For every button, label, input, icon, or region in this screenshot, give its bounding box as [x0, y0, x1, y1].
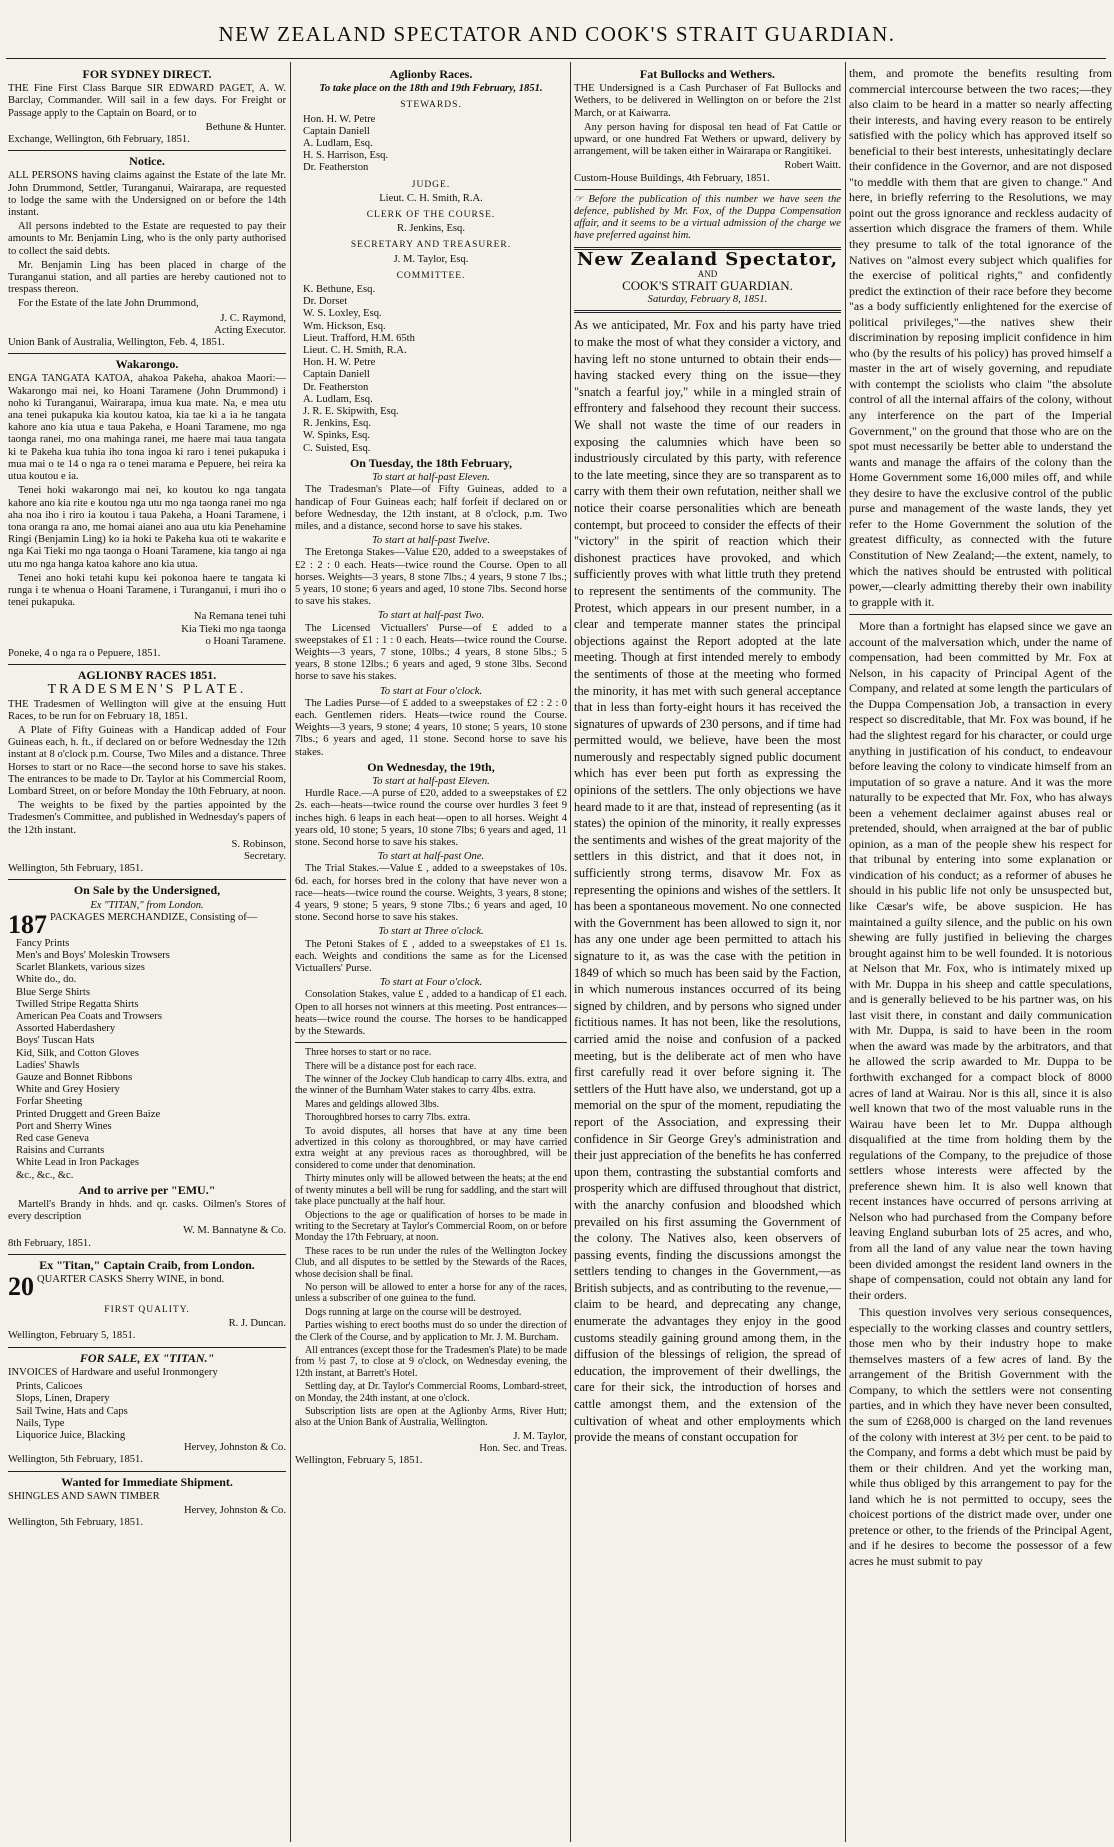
divider: [849, 614, 1112, 615]
date: Wellington, February 5, 1851.: [295, 1455, 423, 1467]
ad-title: Notice.: [129, 154, 165, 169]
signature: J. M. Taylor,: [513, 1430, 567, 1442]
divider: [8, 150, 286, 151]
section-heading: CLERK OF THE COURSE.: [366, 210, 496, 221]
divider: [295, 1042, 567, 1043]
rule-item: Subscription lists are open at the Aglionby Arms, River Hutt; also at the Union Bank of Australia, Wellington.: [295, 1406, 567, 1429]
rule-item: To avoid disputes, all horses that have at any time been advertized in this colony as thoroughbred, or may have carried extra weight at any previous races as thoroughbred, will be considered to come under that denomination.: [295, 1125, 567, 1171]
ad-signature: Acting Executor.: [214, 324, 286, 336]
list-item: J. R. E. Skipwith, Esq.: [303, 406, 399, 418]
editorial-duppa: More than a fortnight has elapsed since we gave an account of the malversation which, under the name of compensation, had been committed by Mr. Fox at Nelson, in his capacity of Principal Agent of the Company, and related at some length the particulars of the Duppa Compensation Job, a transaction in every respect so discreditable, that Mr. Fox was bound, if he had the slightest regard for his character, or could urge anything in justification of his conduct, to endeavour before leaving the colony to vindicate himself from an imputation of so grave a nature. And it was the more naturally to be expected that Mr. Fox, who has always been a vehement declaimer against abuses real or pretended, should, when arraigned at the bar of public opinion, as a man of the people shew his respect for that tribunal by entering into some explanation or vindication of his conduct; as a reformer of abuses he should in his public life not only be unsuspected but, like Cæsar's wife, be above suspicion. He has maintained a guilty silence, and the public on his own shewing are fully justified in believing the charges brought against him to be well founded. It is notorious at Nelson that Mr. Fox, who is intimately mixed up with Mr. Duppa in his sheep and cattle speculations, and is generally believed to be his partner was, on his last visit there, in constant and daily communication with Mr. Duppa, is said to have been in the room when the award was made by the arbitrators, and that he allowed the scrip awarded to Mr. Duppa to be forthwith exchanged for a compact block of 8000 acres of land at Wairau. Nor is this all, since it is also well known that two of the most valuable runs in the Wairau have been let to Mr. Duppa although disqualified at the time from holding them by the regulations of the Company, to the prejudice of those settlers whose interests were affected by the preference shewn him. It is also well known that recent instances have occurred of persons arriving at Nelson who had purchased from the Company before leaving England suburban lots of 25 acres, and who, from all the land of any value near the town having been divided amongst the resident land owners in the shape of compensation, could not obtain any land for their orders.: [849, 619, 1112, 1302]
editorial-text: As we anticipated, Mr. Fox and his party have tried to make the most of what they consider a victory, and having left no stone unturned to obtain their ends—having stacked every thing on the issue—they "snatch a fearful joy," while in a mingled strain of effrontery and falsehood they recount their success. We shall not waste the time of our readers in exposing the calumnies which have been so industriously circulated by this party, with reference to the late meeting, since they are so transparent as to carry with them their own refutation, neither shall we notice their coarse personalities which are beneath contempt, but proceed to consider the effects of their "victory" in the spirit of reaction which their dishonest practices have provoked, and which sufficiently proves with what little truth they pretend to represent the sentiments of the community. The Protest, which appears in our present number, in a clear and temperate manner states the principal objections against the Report adopted at the late meeting. Though at first intended merely to embody the sentiments of those at the meeting who formed the minority, it has met with such general acceptance that in less than forty-eight hours it has received the signatures of upwards of 230 persons, and if time had permitted would, we believe, have been the most numerously and respectably signed public document which has ever been put forth as expressing the opinions of the settlers. The only objections we have heard made to it are that, instead of representing (as it states) the opinion of the minority, it really expresses the sentiments and wishes of the great majority of the settlers in this district, and that it does not, in sufficiently strong terms, disavow Mr. Fox as representing the opinions and wishes of the settlers. It has been a spontaneous movement. No one connected with the Government has been allowed to sign it, nor has any one under age been permitted to attach his signature to it, as was the case with the petition in 1849 of which so much has been said by the Faction, in which numerous instances occurred of its being signed by children, and by persons who signed under fictitious names. It has not been, like the resolutions, carried amid the noise and confusion of a packed meeting, but is the deliberate act of men who have first carefully read it over before signing it. The settlers of the Hutt have also, we understand, got up a memorial on the spur of the moment, repudiating the report of the Association, and expressing their confidence in Sir George Grey's administration and their just appreciation of the benefits he has conferred upon them, contrasting the substantial comforts and prosperity which are diffused throughout that district, with the anarchy confusion and bloodshed which prevailed on his first assuming the Government of the colony. The Natives also, keen observers of passing events, finding the discussions amongst the settlers tending to changes in the Government,—as British subjects, and as contributing to the revenue,—claim to be heard, and deprecating any change, enumerate the advantages they enjoy in the good customs steadily gaining ground among them, in the diffusion of the blessings of religion, the spread of education, the improvement of their dwellings, the care for their sick, the introduction of horses and cattle amongst them, and the extension of the cultivation of wheat and other employments which provide the means of constant occupation for: [574, 318, 841, 1445]
rule-item: Mares and geldings allowed 3lbs.: [305, 1098, 440, 1110]
race-time: To start at half-past Two.: [377, 610, 485, 622]
ad-body: Tenei hoki wakarongo mai nei, ko koutou ko nga tangata kahore ano kia rite e koutou nga utu mo nga taonga ranei mo nga aha noa iho i riro ia koutou i taua Pakeha, a Hoani Taramene, i tona oranga ra ano, me homai aianei ano aua utu kia Penehamine Ringi (Benjamin Ling) ko ia hoki te Pakeha kua oti te wakarite e nga Kai Tieki mo nga taonga o Hoani Taramene, kia tango ai nga utu mo nga hanga katoa kahore ano kia utua.: [8, 485, 286, 570]
ad-lead-text: PACKAGES MERCHANDIZE, Consisting of—: [50, 911, 258, 923]
ad-body: Martell's Brandy in hhds. and qr. casks. Oilmen's Stores of every description: [8, 1199, 286, 1223]
list-item: Dr. Featherston: [303, 162, 369, 174]
race-body: Hurdle Race.—A purse of £20, added to a sweepstakes of £2 2s. each—heats—twice round the course over hurdles 3 feet 9 inches high. 6 leaps in each heat—open to all horses. Weight 4 years old, 10 stone; 5 years, 10 stone 7lbs; 6 years and aged, 11 stone. Second horse to save his stakes.: [295, 788, 567, 848]
ad-body: THE Fine First Class Barque SIR EDWARD PAGET, A. W. Barclay, Commander. Will sail in a few days. For Freight or Passage apply to the Captain on Board, or to: [8, 83, 286, 119]
list-item: Liquorice Juice, Blacking: [16, 1429, 126, 1441]
editorial-duppa-2: This question involves very serious consequences, especially to the working classes and country settlers, those men who by their industry hope to make themselves masters of a few acres of land. By the arrangement of the British Government with the Company, to which the settlers were not consenting parties, and in which they have never been consulted, the sum of £268,000 is charged on the land revenues of the colony with interest at 3½ per cent. to be paid to the Company, and forms a debt which must be paid by them or their children. And yet the working man, while thus obliged by this arrangement to pay for the land which he is not permitted to occupy, sees the choicest portions of the district made over, under one pretence or other, to the friends of the Principal Agent, and if he desires to become the possessor of a few acres he must submit to pay: [849, 1305, 1112, 1568]
ad-date: Wellington, February 5, 1851.: [8, 1330, 136, 1342]
ad-signature: Hervey, Johnston & Co.: [183, 1442, 286, 1454]
divider: [8, 879, 286, 880]
ad-subtitle: And to arrive per "EMU.": [78, 1182, 216, 1197]
divider: [8, 1254, 286, 1255]
list-item: Printed Druggett and Green Baize: [16, 1108, 161, 1120]
race-time: To start at Four o'clock.: [379, 977, 483, 989]
ad-body: A Plate of Fifty Guineas with a Handicap added of Four Guineas each, h. ft., if declared on or before Wednesday the 12th instant at 8 o'clock p.m. Course, Two Miles and a distance. Three Horses to start or no Race—the second horse to save his stakes. The entrances to be made to Dr. Taylor at his Commercial Room, Lombard Street, on or before Monday the 10th February, at noon.: [8, 724, 286, 797]
ad-signature: S. Robinson,: [231, 838, 286, 850]
rule-item: Objections to the age or qualification of horses to be made in writing to the Secretary at Taylor's Commercial Room, on or before Monday the 17th February, at noon.: [295, 1209, 567, 1244]
column-1: [8, 66, 286, 1529]
ad-date: Union Bank of Australia, Wellington, Feb. 4, 1851.: [8, 337, 225, 349]
section-heading: JUDGE.: [411, 179, 451, 190]
list-item: Hon. H. W. Petre: [303, 113, 376, 125]
list-item: Boys' Tuscan Hats: [16, 1035, 95, 1047]
race-body: The Petoni Stakes of £ , added to a sweepstakes of £1 1s. each. Weights and conditions the same as for the Licensed Victuallers' Purse.: [295, 938, 567, 975]
ad-body: Any person having for disposal ten head of Fat Cattle or upward, or one hundred Fat Wethers or upward, delivery by arrangement, will be taken either in Wairarapa or Rangitikei.: [574, 121, 841, 158]
rule-item: These races to be run under the rules of the Wellington Jockey Club, and all disputes to be settled by the Stewards of the Races, whose decision shall be final.: [295, 1245, 567, 1280]
rule-item: No person will be allowed to enter a horse for any of the races, unless a subscriber of one guinea to the fund.: [295, 1281, 567, 1305]
editor-note: [574, 194, 841, 243]
list-item: Raisins and Currants: [16, 1145, 105, 1157]
list-item: Dr. Featherston: [303, 381, 369, 393]
list-item: Hon. H. W. Petre: [303, 357, 376, 369]
list-item: Wm. Hickson, Esq.: [303, 320, 386, 332]
ad-date: Exchange, Wellington, 6th February, 1851.: [8, 134, 190, 146]
ad-body: ENGA TANGATA KATOA, ahakoa Pakeha, ahakoa Maori:—Wakarongo mai nei, ko Hoani Taramene (John Drummond) i noho ki Turanganui, Wairarapa, imua kua mate. Na, e mea utu ana tenei pukapuka kia koutou katoa, kia tae ki a ia he tangata kahore ano kia utua e taua Pakeha, e Hoani Taramene, mo nga taonga ranei, mo ona mahinga ranei, me haere mai taua tangata ki te Pakeha kua tuhia iho tona ingoa ki raro i tenei pukapuka i mua mai o te 14 o nga ra o tenei marama e Pepuere, hei reira ka utua koutou e ia.: [8, 373, 286, 483]
ad-body: For the Estate of the late John Drummond,: [18, 298, 199, 310]
editor-note-text: Before the publication of this number we have seen the defence, published by Mr. Fox, of the Duppa Compensation affair, and it seems to be a virtual admission of the charge we have preferred against him.: [574, 193, 841, 242]
ad-number: 187: [8, 911, 47, 938]
section-heading: SECRETARY AND TREASURER.: [350, 240, 512, 251]
list-item: Prints, Calicoes: [16, 1381, 83, 1393]
list-item: A. Ludlam, Esq.: [303, 138, 373, 150]
ad-body: INVOICES of Hardware and useful Ironmongery: [8, 1366, 218, 1378]
ad-signature: J. C. Raymond,: [220, 312, 286, 324]
list-item: W. Spinks, Esq.: [303, 430, 371, 442]
list-item: Assorted Haberdashery: [16, 1023, 116, 1035]
list-item: Sail Twine, Hats and Caps: [16, 1405, 128, 1417]
ad-signature: R. J. Duncan.: [228, 1318, 286, 1330]
ad-date: Poneke, 4 o nga ra o Pepuere, 1851.: [8, 647, 161, 659]
ad-lead: [8, 1274, 286, 1300]
ad-body: SHINGLES AND SAWN TIMBER: [8, 1490, 160, 1502]
ad-signature: Hervey, Johnston & Co.: [183, 1504, 286, 1516]
list-item: Red case Geneva: [16, 1133, 89, 1145]
ad-date: Custom-House Buildings, 4th February, 1851.: [574, 172, 770, 184]
secretary-name: J. M. Taylor, Esq.: [393, 253, 469, 265]
list-item: Nails, Type: [16, 1417, 65, 1429]
divider: [574, 310, 841, 313]
section-heading: STEWARDS.: [400, 100, 462, 111]
ad-signature: o Hoani Taramene.: [205, 635, 286, 647]
masthead: NEW ZEALAND SPECTATOR AND COOK'S STRAIT GUARDIAN.: [218, 22, 896, 46]
column-3: [574, 66, 841, 1448]
race-body: The Eretonga Stakes—Value £20, added to a sweepstakes of £2 : 2 : 0 each. Heats—twice round the Course. Open to all horses. Weights—3 years, 8 stone 7lbs.; 4 years, 9 stone 7 lbs.; 5 years, 10 stone; 6 years and aged, 10 stone 7lbs. Second horse to save his stakes.: [295, 547, 567, 608]
race-time: To start at half-past One.: [377, 851, 485, 863]
race-time: To start at half-past Eleven.: [372, 472, 490, 484]
list-item: Captain Daniell: [303, 369, 370, 381]
ad-title: FOR SYDNEY DIRECT.: [82, 67, 212, 81]
ad-title: Fat Bullocks and Wethers.: [639, 67, 776, 81]
rule-item: Thirty minutes only will be allowed between the heats; at the end of twenty minutes a bell will be rung for saddling, and the start will take place punctually at the half hour.: [295, 1173, 567, 1208]
ad-body: ALL PERSONS having claims against the Estate of the late Mr. John Drummond, Settler, Turanganui, Wairarapa, are requested to lodge the same with the Undersigned on or before the 14th instant.: [8, 170, 286, 219]
stewards-list: [295, 114, 567, 175]
rule-item: All entrances (except those for the Tradesmen's Plate) to be made from ½ past 7, to close at 9 o'clock, on Wednesday evening, the 12th instant, at Barrett's Hotel.: [295, 1344, 567, 1379]
ad-title: Ex "Titan," Captain Craib, from London.: [39, 1257, 255, 1272]
ad-signature: Robert Waitt.: [784, 160, 841, 172]
list-item: Ladies' Shawls: [16, 1059, 80, 1071]
list-item: Dr. Dorset: [303, 296, 348, 308]
ad-date: Wellington, 5th February, 1851.: [8, 1454, 143, 1466]
list-item: American Pea Coats and Trowsers: [16, 1011, 162, 1023]
ad-quality: FIRST QUALITY.: [104, 1305, 190, 1316]
list-item: Lieut. C. H. Smith, R.A.: [303, 345, 407, 357]
ad-title: Wanted for Immediate Shipment.: [61, 1474, 233, 1489]
ad-number: 20: [8, 1274, 34, 1301]
ad-signature: Secretary.: [244, 850, 286, 862]
ad-date: Wellington, 5th February, 1851.: [8, 863, 143, 875]
list-item: Captain Daniell: [303, 125, 370, 137]
signature: Hon. Sec. and Treas.: [479, 1443, 567, 1455]
rule-item: Thoroughbred horses to carry 7lbs. extra.: [305, 1112, 471, 1124]
day-heading: On Tuesday, the 18th February,: [349, 455, 513, 470]
divider: [574, 189, 841, 190]
issue-date: Saturday, February 8, 1851.: [647, 294, 768, 306]
list-item: R. Jenkins, Esq.: [303, 418, 371, 430]
list-item: A. Ludlam, Esq.: [303, 393, 373, 405]
ad-title: On Sale by the Undersigned,: [73, 883, 221, 898]
ad-title: AGLIONBY RACES 1851.: [77, 668, 217, 683]
ad-body: THE Undersigned is a Cash Purchaser of Fat Bullocks and Wethers, to be delivered in Wellington on or before the 21st March, or at Kaiwarra.: [574, 83, 841, 119]
list-item: H. S. Harrison, Esq.: [303, 150, 389, 162]
list-item: Forfar Sheeting: [16, 1096, 83, 1108]
list-item: W. S. Loxley, Esq.: [303, 308, 382, 320]
column-2: [295, 66, 567, 1467]
hardware-list: [8, 1381, 286, 1442]
race-rules: [295, 1047, 567, 1429]
rule-item: There will be a distance post for each race.: [305, 1060, 477, 1072]
column-4: [849, 66, 1112, 1572]
ad-date: Wellington, 5th February, 1851.: [8, 1517, 143, 1529]
section-heading: COMMITTEE.: [396, 270, 466, 281]
ad-body: THE Tradesmen of Wellington will give at the ensuing Hutt Races, to be run for on February 18, 1851.: [8, 698, 286, 722]
divider: [8, 1471, 286, 1472]
ad-signature: Bethune & Hunter.: [205, 121, 286, 133]
paper-subname: COOK'S STRAIT GUARDIAN.: [622, 278, 793, 294]
paper-nameplate: New Zealand Spectator,: [576, 248, 839, 270]
ad-lead-text: QUARTER CASKS Sherry WINE, in bond.: [37, 1274, 225, 1286]
race-body: The Tradesman's Plate—of Fifty Guineas, added to a handicap of Four Guineas each; half forfeit if declared on or before Wednesday, the 12th instant, at 8 o'clock, p.m. Two miles, and a distance, second horse to save his stakes.: [295, 484, 567, 532]
divider: [8, 1347, 286, 1348]
list-item: &c., &c., &c.: [16, 1169, 74, 1181]
race-time: To start at half-past Twelve.: [371, 535, 490, 547]
ad-body: All persons indebted to the Estate are requested to pay their amounts to Mr. Benjamin Ling, who is the only party authorised to collect the said debts.: [8, 221, 286, 257]
pointing-hand-icon: ☞: [574, 193, 584, 205]
column-rule: [845, 62, 846, 1842]
rule-item: Three horses to start or no race.: [305, 1047, 432, 1059]
races-intro: To take place on the 18th and 19th February, 1851.: [319, 83, 543, 95]
ad-subtitle: Ex "TITAN," from London.: [90, 899, 204, 911]
rule-item: The winner of the Jockey Club handicap to carry 4lbs. extra, and the winner of the Burnham Water stakes to carry 4lbs. extra.: [295, 1074, 567, 1097]
ad-title: FOR SALE, EX "TITAN.": [79, 1350, 215, 1365]
ad-lead: [8, 912, 286, 938]
race-body: The Ladies Purse—of £ added to a sweepstakes of £2 : 2 : 0 each. Gentlemen riders. Heats—twice round the Course. Weights—3 years, 9 stone; 4 years, 10 stone; 5 years, 10 stone 7lbs.; 6 years and aged, 11 stone. Second horse to save his stakes.: [295, 697, 567, 758]
race-time: To start at Three o'clock.: [378, 926, 484, 938]
list-item: White Lead in Iron Packages: [16, 1157, 139, 1169]
rule-item: Settling day, at Dr. Taylor's Commercial Rooms, Lombard-street, on Monday, the 24th instant, at one o'clock.: [295, 1381, 567, 1404]
race-body: The Trial Stakes.—Value £ , added to a sweepstakes of 10s. 6d. each, for horses bred in the colony that have never won a race—heats—twice round the course. Weights, 3 years, 8 stone; 4 years, 9 stone; 5 years, 9 stone 7lbs.; 6 years and aged, 10 stone. Second horse to save his stakes.: [295, 863, 567, 924]
list-item: Kid, Silk, and Cotton Gloves: [16, 1047, 140, 1059]
judge-name: Lieut. C. H. Smith, R.A.: [379, 192, 483, 204]
ad-signature: Kia Tieki mo nga taonga: [181, 623, 286, 635]
list-item: White do., do.: [16, 974, 77, 986]
merchandise-list: [8, 938, 286, 1182]
race-body: Consolation Stakes, value £ , added to a handicap of £1 each. Open to all horses not winners at this meeting. Post entrances—heats—twice round the course. The horses to be handicapped by the Stewards.: [295, 989, 567, 1038]
rule-item: Dogs running at large on the course will be destroyed.: [305, 1306, 522, 1318]
ad-date: 8th February, 1851.: [8, 1237, 91, 1249]
clerk-name: R. Jenkins, Esq.: [397, 223, 465, 235]
race-time: To start at Four o'clock.: [379, 685, 483, 697]
list-item: Men's and Boys' Moleskin Trowsers: [16, 950, 170, 961]
races-title: Aglionby Races.: [389, 67, 473, 81]
column-rule: [570, 62, 571, 1842]
list-item: Twilled Stripe Regatta Shirts: [16, 998, 139, 1010]
paper-and: AND: [697, 268, 718, 279]
list-item: Blue Serge Shirts: [16, 986, 90, 998]
ad-signature: W. M. Bannatyne & Co.: [183, 1225, 286, 1237]
ad-body: The weights to be fixed by the parties appointed by the Tradesmen's Committee, and published in Wednesday's papers of the 12th instant.: [8, 800, 286, 836]
divider: [8, 664, 286, 665]
day-heading: On Wednesday, the 19th,: [367, 759, 495, 774]
list-item: White and Grey Hosiery: [16, 1084, 120, 1096]
ad-title: Wakarongo.: [115, 357, 179, 372]
list-item: K. Bethune, Esq.: [303, 284, 376, 296]
committee-list: [295, 284, 567, 455]
list-item: Fancy Prints: [16, 937, 70, 949]
ad-body: Mr. Benjamin Ling has been placed in charge of the Turanganui station, and all parties are hereby cautioned not to trespass thereon.: [8, 259, 286, 296]
list-item: Port and Sherry Wines: [16, 1120, 112, 1132]
race-body: The Licensed Victuallers' Purse—of £ added to a sweepstakes of £1 : 1 : 0 each. Heats—twice round the Course. Weights—3 years, 7 stone, 10lbs.; 4 years, 8 stone 5lbs.; 5 years, 8 stone 12lbs.; 6 years and aged, 9 stone 3lbs. Second horse to save his stakes.: [295, 622, 567, 683]
column-rule: [290, 62, 291, 1842]
list-item: Lieut. Trafford, H.M. 65th: [303, 332, 415, 344]
list-item: Gauze and Bonnet Ribbons: [16, 1072, 133, 1084]
editorial-continued: them, and promote the benefits resulting from commercial intercourse between the two races;—they also claim to be heard in a matter so nearly affecting their interests, and having every reason to be entirely satisfied with the policy which has approved itself so beneficial to their best interests, unhesitatingly declare their confidence in the Governor, and are not disposed "to meddle with them that are given to change." And here, in briefly referring to the Resolutions, we may point out the gross ignorance and reckless audacity of assertion which disgrace the framers of them. While they presume to talk of the total ignorance of the Natives on "almost every subject which qualifies for the exercise of political rights," and confidently predict the extinction of their race before they become "as a body sufficiently enlightened for the exercise of political privileges,"—the natives shew their discrimination by reposing implicit confidence in him who (by the results of his policy) has proved himself a master in the art of wisely governing, and repudiate with contempt the sciolists who claim "the absolute control of all the internal affairs of the colony, without any interference on the part of the Imperial Government," on the ground that those who are on the spot must necessarily be better able to understand the wants and manage the affairs of the colony than the Home Government some 16,000 miles off, and while they desire to have the exclusive control of the public purse and management of the waste lands, they yet refer to the Home Government the solution of the greatest difficulty, as connected with the future Constitution of New Zealand;—the extent, namely, to which the natives should be entrusted with political power,—clearly admitting thereby their own inability to grapple with it.: [849, 66, 1112, 609]
ad-signature: Na Remana tenei tuhi: [193, 611, 286, 623]
divider: [8, 353, 286, 354]
rule-item: Parties wishing to erect booths must do so under the direction of the Clerk of the Course, and by application to Mr. J. M. Burcham.: [295, 1320, 567, 1343]
list-item: Slops, Linen, Drapery: [16, 1393, 110, 1405]
race-time: To start at half-past Eleven.: [372, 775, 490, 787]
ad-subtitle: TRADESMEN'S PLATE.: [47, 682, 247, 698]
list-item: Scarlet Blankets, various sizes: [16, 962, 145, 974]
ad-body: Tenei ano hoki tetahi kupu kei pokonoa haere te tangata ki runga i te whenua o Hoani Taramene, i Turanganui, i muri iho o tenei pukapuka.: [8, 572, 286, 609]
list-item: C. Suisted, Esq.: [303, 442, 371, 454]
masthead-rule: [6, 58, 1106, 59]
